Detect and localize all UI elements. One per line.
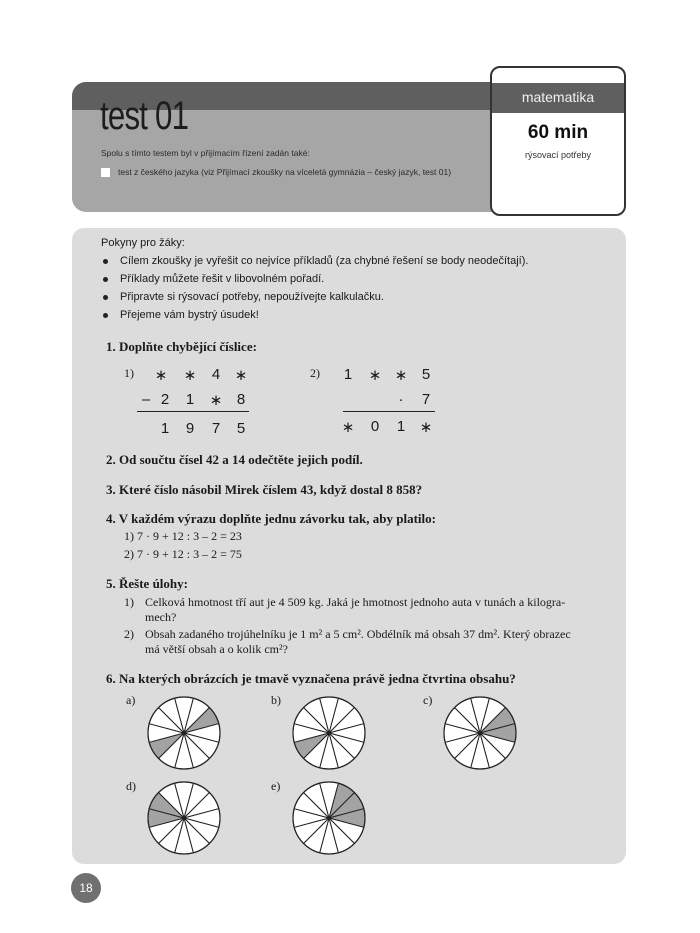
instruction-item: Připravte si rýsovací potřeby, nepoužívejte kalkulačku. xyxy=(103,291,384,303)
figure-tag: e) xyxy=(271,779,281,793)
test-title: test 01 xyxy=(100,94,189,138)
figure-tag: a) xyxy=(126,693,136,707)
pie-figure-d xyxy=(146,780,222,856)
task-1-problem-2-tag: 2) xyxy=(310,366,320,380)
instruction-item: Přejeme vám bystrý úsudek! xyxy=(103,309,259,321)
task-5-item-1-line-2: mech? xyxy=(145,610,177,624)
figure-tag: b) xyxy=(271,693,281,707)
digit: ∗ xyxy=(341,419,355,436)
task-5-item-2-number: 2) xyxy=(124,627,134,641)
pie-figure-c xyxy=(442,695,518,771)
digit: 0 xyxy=(370,418,380,435)
task-2: 2. Od součtu čísel 42 a 14 odečtěte jejich podíl. xyxy=(106,452,363,467)
figure-tag: c) xyxy=(423,693,433,707)
digit: 1 xyxy=(343,366,353,383)
tools-note: rýsovací potřeby xyxy=(524,150,592,160)
task-5-item-1-line-1: Celková hmotnost tří aut je 4 509 kg. Jaká je hmotnost jednoho auta v tunách a kilogra- xyxy=(145,595,566,609)
digit: ∗ xyxy=(368,367,382,384)
digit: 4 xyxy=(211,366,221,383)
pie-figure-b xyxy=(291,695,367,771)
instruction-item: Příklady můžete řešit v libovolném pořadí. xyxy=(103,273,324,285)
digit: · xyxy=(398,391,404,408)
task-5-label: 5. Řešte úlohy: xyxy=(106,576,188,591)
digit: 2 xyxy=(160,391,170,408)
bullet-icon xyxy=(103,313,108,318)
digit: 7 xyxy=(211,420,221,437)
task-5-item-2-line-2: má větší obsah a o kolik cm²? xyxy=(145,642,288,656)
task-4-label: 4. V každém výrazu doplňte jednu závorku tak, aby platilo: xyxy=(106,511,436,526)
header-item xyxy=(101,167,451,177)
digit: – xyxy=(141,391,151,408)
digit: 8 xyxy=(236,391,246,408)
task-5-item-1-number: 1) xyxy=(124,595,134,609)
checkbox-icon xyxy=(101,168,110,177)
digit: 7 xyxy=(421,391,431,408)
instructions-heading: Pokyny pro žáky: xyxy=(101,237,185,249)
product-line xyxy=(343,411,435,412)
digit: ∗ xyxy=(419,419,433,436)
digit: ∗ xyxy=(183,367,197,384)
subject-label: matematika xyxy=(521,89,595,105)
digit: ∗ xyxy=(154,367,168,384)
digit: ∗ xyxy=(234,367,248,384)
task-3: 3. Které číslo násobil Mirek číslem 43, když dostal 8 858? xyxy=(106,482,423,497)
task-6-label: 6. Na kterých obrázcích je tmavě vyznačena právě jedna čtvrtina obsahu? xyxy=(106,671,516,686)
digit: ∗ xyxy=(394,367,408,384)
pie-figure-e xyxy=(291,780,367,856)
instruction-item: Cílem zkoušky je vyřešit co nejvíce příkladů (za chybné řešení se body neodečítají). xyxy=(103,255,528,267)
digit: 1 xyxy=(396,418,406,435)
header-item-text: test z českého jazyka (viz Přijímací zkoušky na víceletá gymnázia – český jazyk, test 01) xyxy=(118,167,452,177)
digit: ∗ xyxy=(209,392,223,409)
pie-figure-a xyxy=(146,695,222,771)
task-4-expression-2: 2) 7 · 9 + 12 : 3 – 2 = 75 xyxy=(124,547,242,561)
digit: 1 xyxy=(160,420,170,437)
header-note: Spolu s tímto testem byl v přijímacím řízení zadán také: xyxy=(101,148,310,158)
sum-line xyxy=(137,411,249,412)
digit: 9 xyxy=(185,420,195,437)
page-number: 18 xyxy=(71,873,101,903)
bullet-icon xyxy=(103,295,108,300)
bullet-icon xyxy=(103,277,108,282)
bullet-icon xyxy=(103,259,108,264)
figure-tag: d) xyxy=(126,779,136,793)
task-1-label: 1. Doplňte chybějící číslice: xyxy=(106,339,257,354)
time-limit: 60 min xyxy=(527,122,589,143)
subject-box xyxy=(490,66,626,216)
task-4-expression-1: 1) 7 · 9 + 12 : 3 – 2 = 23 xyxy=(124,529,242,543)
digit: 1 xyxy=(185,391,195,408)
digit: 5 xyxy=(421,366,431,383)
task-5-item-2-line-1: Obsah zadaného trojúhelníku je 1 m² a 5 cm². Obdélník má obsah 37 dm². Který obrazec xyxy=(145,627,571,641)
digit: 5 xyxy=(236,420,246,437)
task-1-problem-1-tag: 1) xyxy=(124,366,134,380)
